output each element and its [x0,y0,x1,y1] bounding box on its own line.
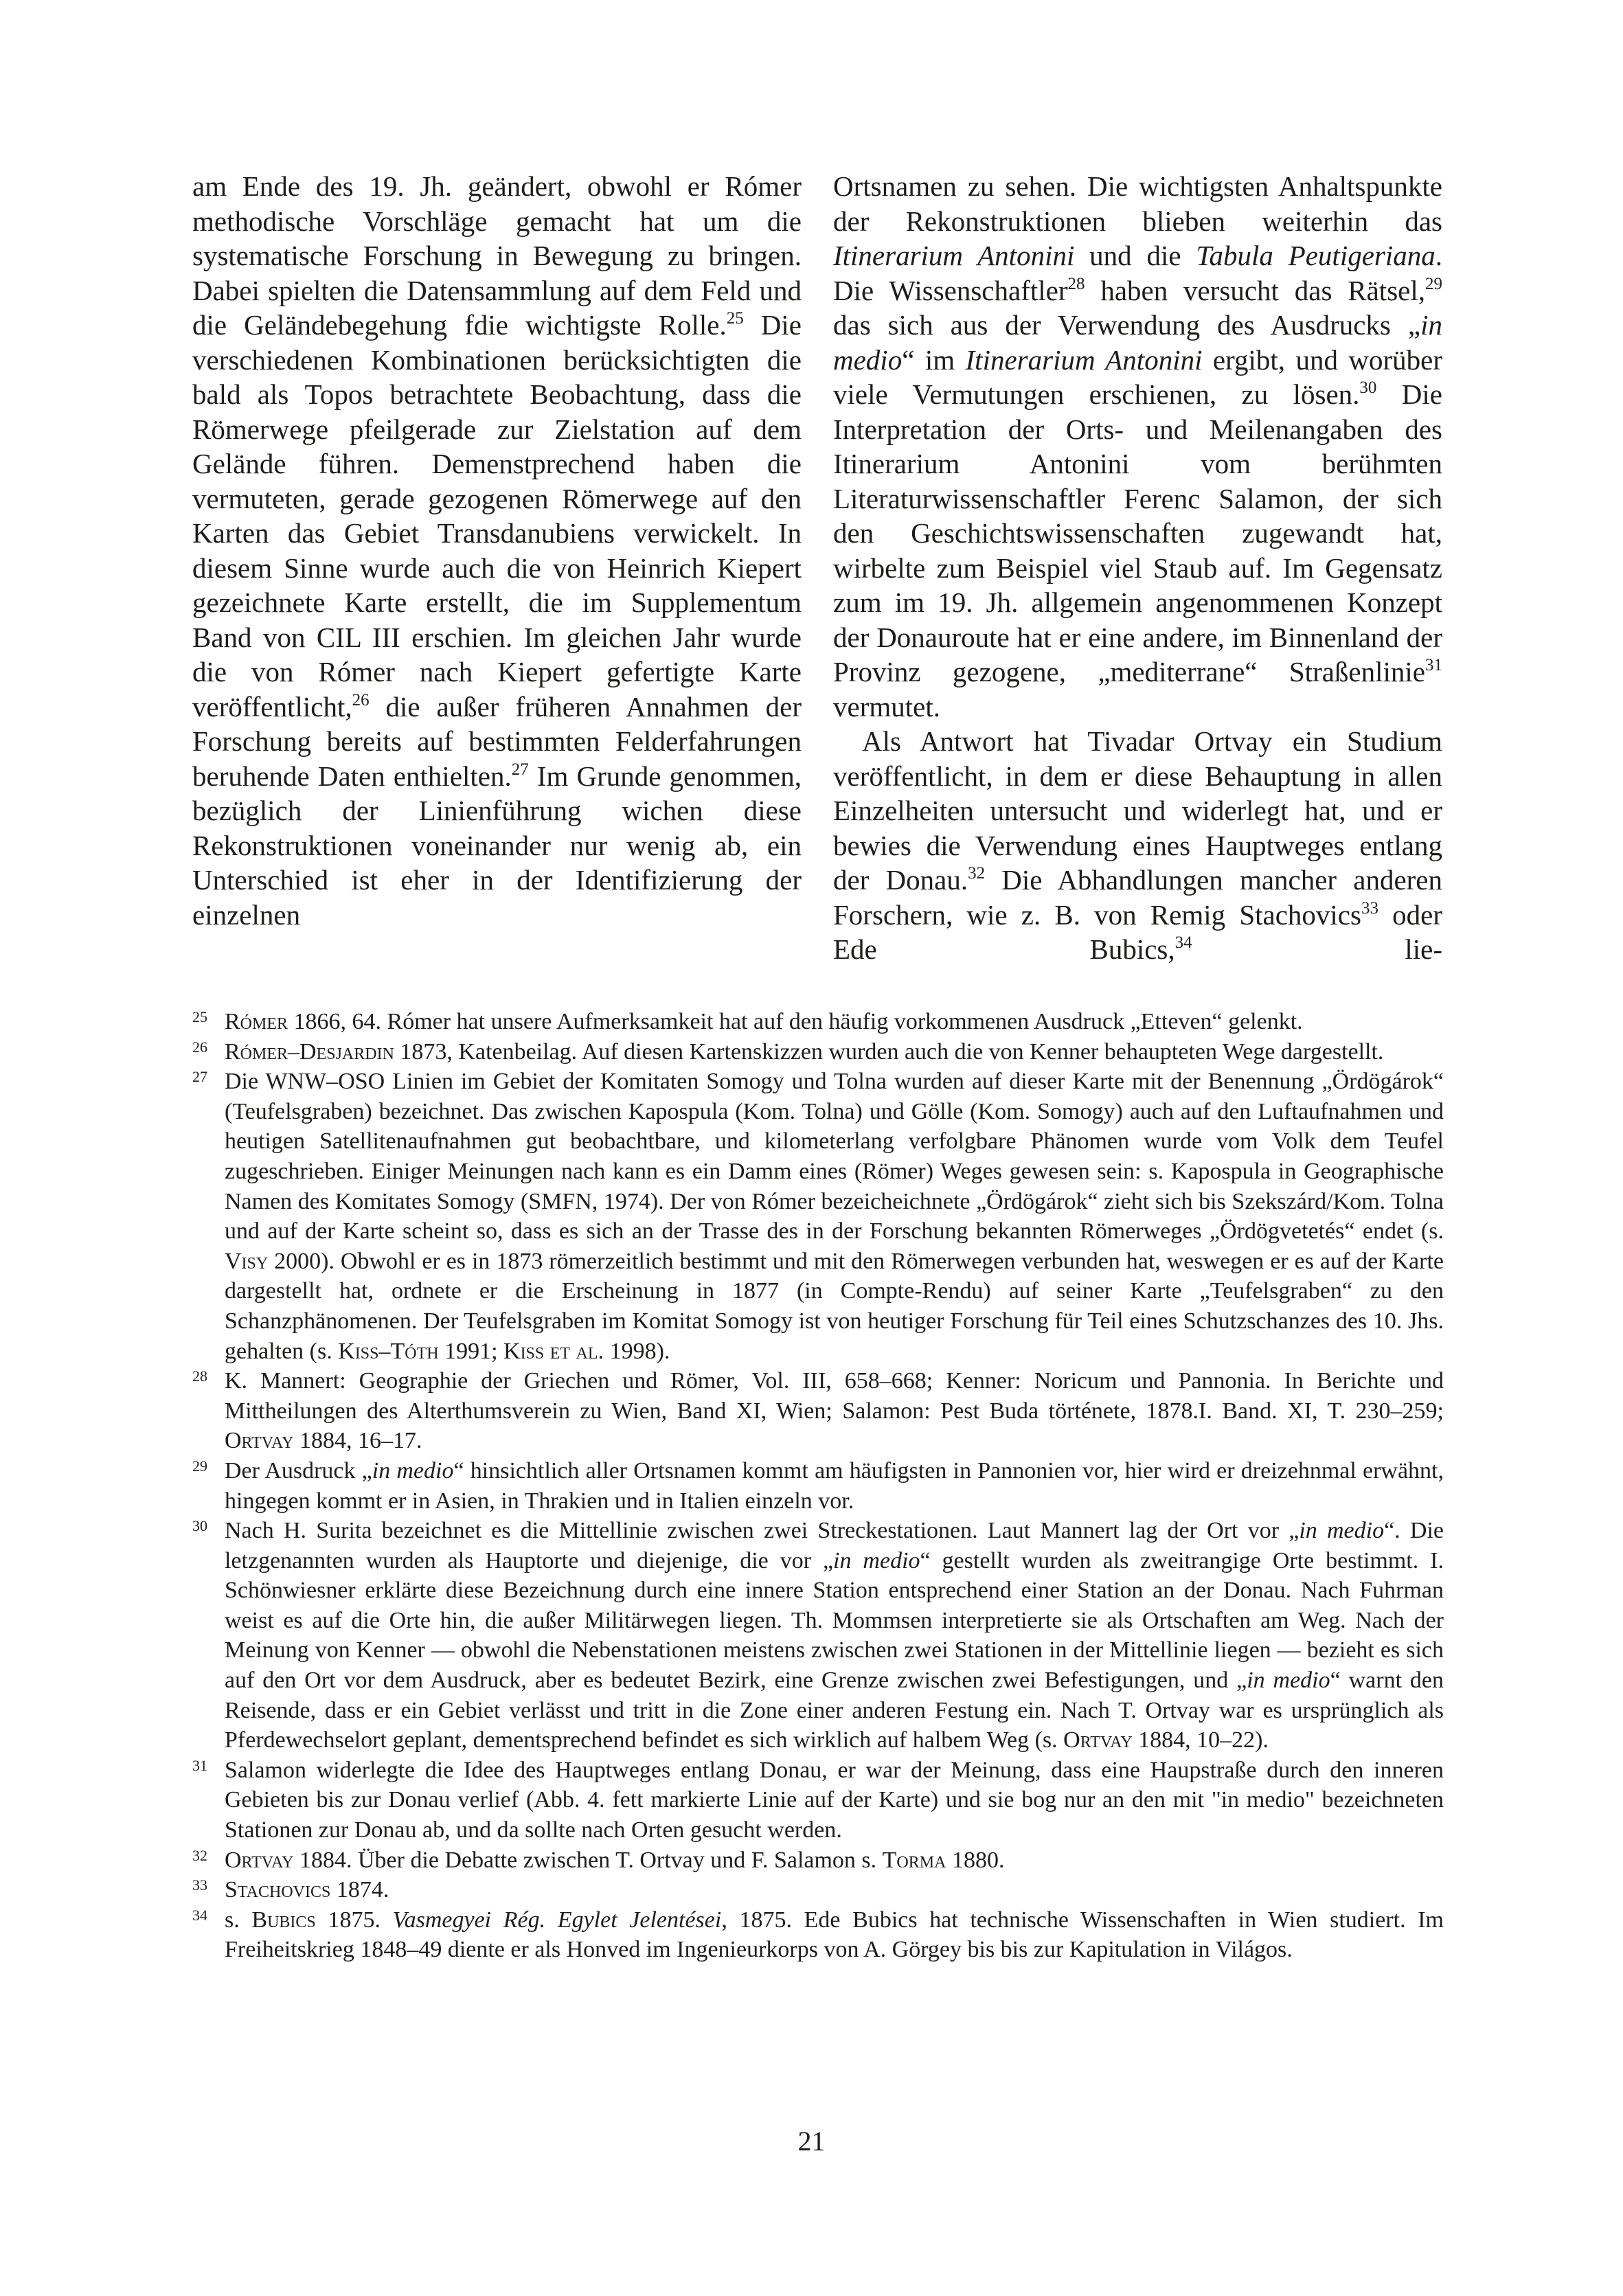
footnote-text: Rómer 1866, 64. Rómer hat unsere Aufmerksamkeit hat auf den häufig vorkommenen Ausdruck „Etteven“ gelenkt. [225,1009,1303,1034]
footnote-ref: 33 [1361,898,1378,918]
footnote-ref: 31 [1425,656,1442,674]
footnote-text: Nach H. Surita bezeichnet es die Mittellinie zwischen zwei Streckestationen. Laut Mannert lag der Ort vor „in medio“. Die letzgenannten wurden als Hauptorte und diejenige, die vor „in medio“ gestellt wurden als zweitrangige Orte bestimmt. I. Schönwiesner erklärte diese Bezeichnung durch eine innere Station entsprechend einer Station an der Donau. Nach Fuhrman weist es auf die Orte hin, die außer Militärwegen liegen. Th. Mommsen interpretierte sie als Ortschaften am Weg. Nach der Meinung von Kenner — obwohl die Nebenstationen meistens zwischen zwei Stationen in der Mittellinie liegen — bezieht es sich auf den Ort vor dem Ausdruck, aber es bedeutet Bezirk, eine Grenze zwischen zwei Befestigungen, und „in medio“ warnt den Reisende, dass er ein Gebiet verlässt und tritt in die Zone einer anderen Festung ein. Nach T. Ortvay war es ursprünglich als Pferdewechselort geplant, dementsprechend befindet es sich wirklich auf halbem Weg (s. Ortvay 1884, 10–22). [225,1518,1444,1753]
body-paragraph: am Ende des 19. Jh. geändert, obwohl er Rómer methodische Vorschläge gemacht hat um die systematische Forschung in Bewegung zu bringen. Dabei spielten die Datensammlung auf dem Feld und die Geländebegehung fdie wichtigste Rolle.$^{25}$ Die verschiedenen Kombinationen berücksichtigten die bald als Topos betrachtete Beobachtung, dass die Römerwege pfeilgerade zur Zielstation auf dem Gelände führen. Demenstprechend haben die vermuteten, gerade gezogenen Römerwege auf den Karten das Gebiet Transdanubiens verwickelt. In diesem Sinne wurde auch die von Heinrich Kiepert gezeichnete Karte erstellt, die im Supplementum Band von CIL III erschien. Im gleichen Jahr wurde die von Rómer nach Kiepert gefertigte Karte veröffentlicht,$^{26}$ die außer früheren Annahmen der Forschung bereits auf bestimmten Felderfahrungen beruhende Daten enthielten.$^{27}$ Im Grunde genommen, bezüglich der Linienführung wichen diese Rekonstruktionen voneinander nur wenig ab, ein Unterschied ist eher in der Identifizierung der einzelnen [192,170,802,931]
footnote-number: 32 [192,1846,207,1864]
footnote-number: 31 [192,1756,207,1774]
footnote-ref: 25 [726,309,744,328]
footnote-item [192,1366,1444,1456]
footnote-item [192,1067,1444,1366]
footnote-number: 30 [192,1517,207,1535]
footnote-item [192,1845,1444,1876]
footnote-number: 28 [192,1367,207,1385]
footnote-text: Rómer–Desjardin 1873, Katenbeilag. Auf diesen Kartenskizzen wurden auch die von Kenner behaupteten Wege dargestellt. [225,1038,1384,1065]
footnote-number: 26 [192,1038,207,1056]
footnote-number: 34 [192,1906,207,1924]
footnote-item [192,1007,1444,1037]
footnote-text: Stachovics 1874. [225,1877,389,1903]
footnote-ref: 34 [1174,933,1192,952]
footnote-number: 25 [192,1008,207,1025]
footnote-item [192,1875,1444,1905]
footnote-ref: 32 [968,864,986,883]
footnote-text: Die WNW–OSO Linien im Gebiet der Komitaten Somogy und Tolna wurden auf dieser Karte mit der Benennung „Ördögárok“ (Teufelsgraben) bezeichnet. Das zwischen Kapospula (Kom. Tolna) und Gölle (Kom. Somogy) auch auf den Luftaufnahmen und heutigen Satellitenaufnahmen gut beobachtbare, und kilometerlang verfolgbare Phänomen wurde vom Volk dem Teufel zugeschrieben. Einiger Meinungen nach kann es ein Damm eines (Römer) Weges gewesen sein: s. Kapospula in Geographische Namen des Komitates Somogy (SMFN, 1974). Der von Rómer bezeicheichnete „Ördögárok“ zieht sich bis Szekszárd/Kom. Tolna und auf der Karte scheint so, dass es sich an der Trasse des in der Forschung bekannten Römerweges „Ördögvetetés“ endet (s. Visy 2000). Obwohl er es in 1873 römerzeitlich bestimmt und mit den Römerwegen verbunden hat, weswegen er es auf der Karte dargestellt hat, ordnete er die Erscheinung in 1877 (in Compte-Rendu) auf seiner Karte „Teufelsgraben“ zu den Schanzphänomenen. Der Teufelsgraben im Komitat Somogy ist von heutiger Forschung für Teil eines Schutzschanzes des 10. Jhs. gehalten (s. Kiss–Tóth 1991; Kiss et al. 1998). [225,1069,1444,1364]
footnote-item [192,1755,1444,1845]
footnote-text: s. Bubics 1875. Vasmegyei Rég. Egylet Jelentései, 1875. Ede Bubics hat technische Wissenschaften in Wien studiert. Im Freiheitskrieg 1848–49 diente er als Honved im Ingenieurkorps von A. Görgey bis bis zur Kapitulation in Világos. [225,1907,1444,1963]
right-column [833,169,1442,967]
footnote-ref: 26 [352,690,370,709]
footnote-item [192,1905,1444,1965]
footnote-number: 27 [192,1068,207,1086]
footnote-item [192,1037,1444,1067]
footnote-text: Der Ausdruck „in medio“ hinsichtlich aller Ortsnamen kommt am häufigsten in Pannonien vor, hier wird er dreizehnmal erwähnt, hingegen kommt er in Asien, in Thrakien und in Italien einzeln vor. [225,1457,1444,1514]
footnote-number: 33 [192,1876,207,1894]
body-paragraph: Als Antwort hat Tivadar Ortvay ein Studium veröffentlicht, in dem er diese Behauptung in allen Einzelheiten untersucht und widerlegt hat, und er bewies die Verwendung eines Hauptweges entlang der Donau.$^{32}$ Die Abhandlungen mancher anderen Forschern, wie z. B. von Remig Stachovics$^{33}$ oder Ede Bubics,$^{34}$ lie- [833,725,1442,965]
article-body [192,169,1442,967]
footnote-ref: 27 [511,760,529,779]
footnotes-section [192,1007,1444,1965]
footnote-text: Ortvay 1884. Über die Debatte zwischen T. Ortvay und F. Salamon s. Torma 1880. [225,1847,1005,1873]
footnote-ref: 28 [1067,274,1085,293]
footnote-item [192,1516,1444,1755]
footnote-text: K. Mannert: Geographie der Griechen und Römer, Vol. III, 658–668; Kenner: Noricum und Pannonia. In Berichte und Mittheilungen des Alterthumsverein zu Wien, Band XI, Wien; Salamon: Pest Buda története, 1878.I. Band. XI, T. 230–259; Ortvay 1884, 16–17. [225,1368,1444,1454]
body-paragraph: Ortsnamen zu sehen. Die wichtigsten Anhaltspunkte der Rekonstruktionen blieben weiterhin das Itinerarium Antonini und die Tabula Peutigeriana. Die Wissenschaftler$^{28}$ haben versucht das Rätsel,$^{29}$ das sich aus der Verwendung des Ausdrucks „in medio“ im Itinerarium Antonini ergibt, und worüber viele Vermutungen erschienen, zu lösen.$^{30}$ Die Interpretation der Orts- und Meilenangaben des Itinerarium Antonini vom berühmten Literaturwissenschaftler Ferenc Salamon, der sich den Geschichtswissenschaften zugewandt hat, wirbelte zum Beispiel viel Staub auf. Im Gegensatz zum im 19. Jh. allgemein angenommenen Konzept der Donauroute hat er eine andere, im Binnenland der Provinz gezogene, „mediterrane“ Straßenlinie$^{31}$ vermutet. [833,170,1443,723]
footnote-item [192,1456,1444,1516]
page-number: 21 [797,2126,826,2157]
footnote-text: Salamon widerlegte die Idee des Hauptweges entlang Donau, er war der Meinung, dass eine Haupstraße durch den inneren Gebieten bis zur Donau verlief (Abb. 4. fett markierte Linie auf der Karte) und sie bog nur an den mit "in medio" bezeichneten Stationen zur Donau ab, und da sollte nach Orten gesucht werden. [225,1757,1444,1843]
left-column [192,169,802,967]
footnote-ref: 30 [1359,378,1377,397]
footnote-ref: 29 [1425,274,1442,293]
footnote-number: 29 [192,1457,207,1475]
